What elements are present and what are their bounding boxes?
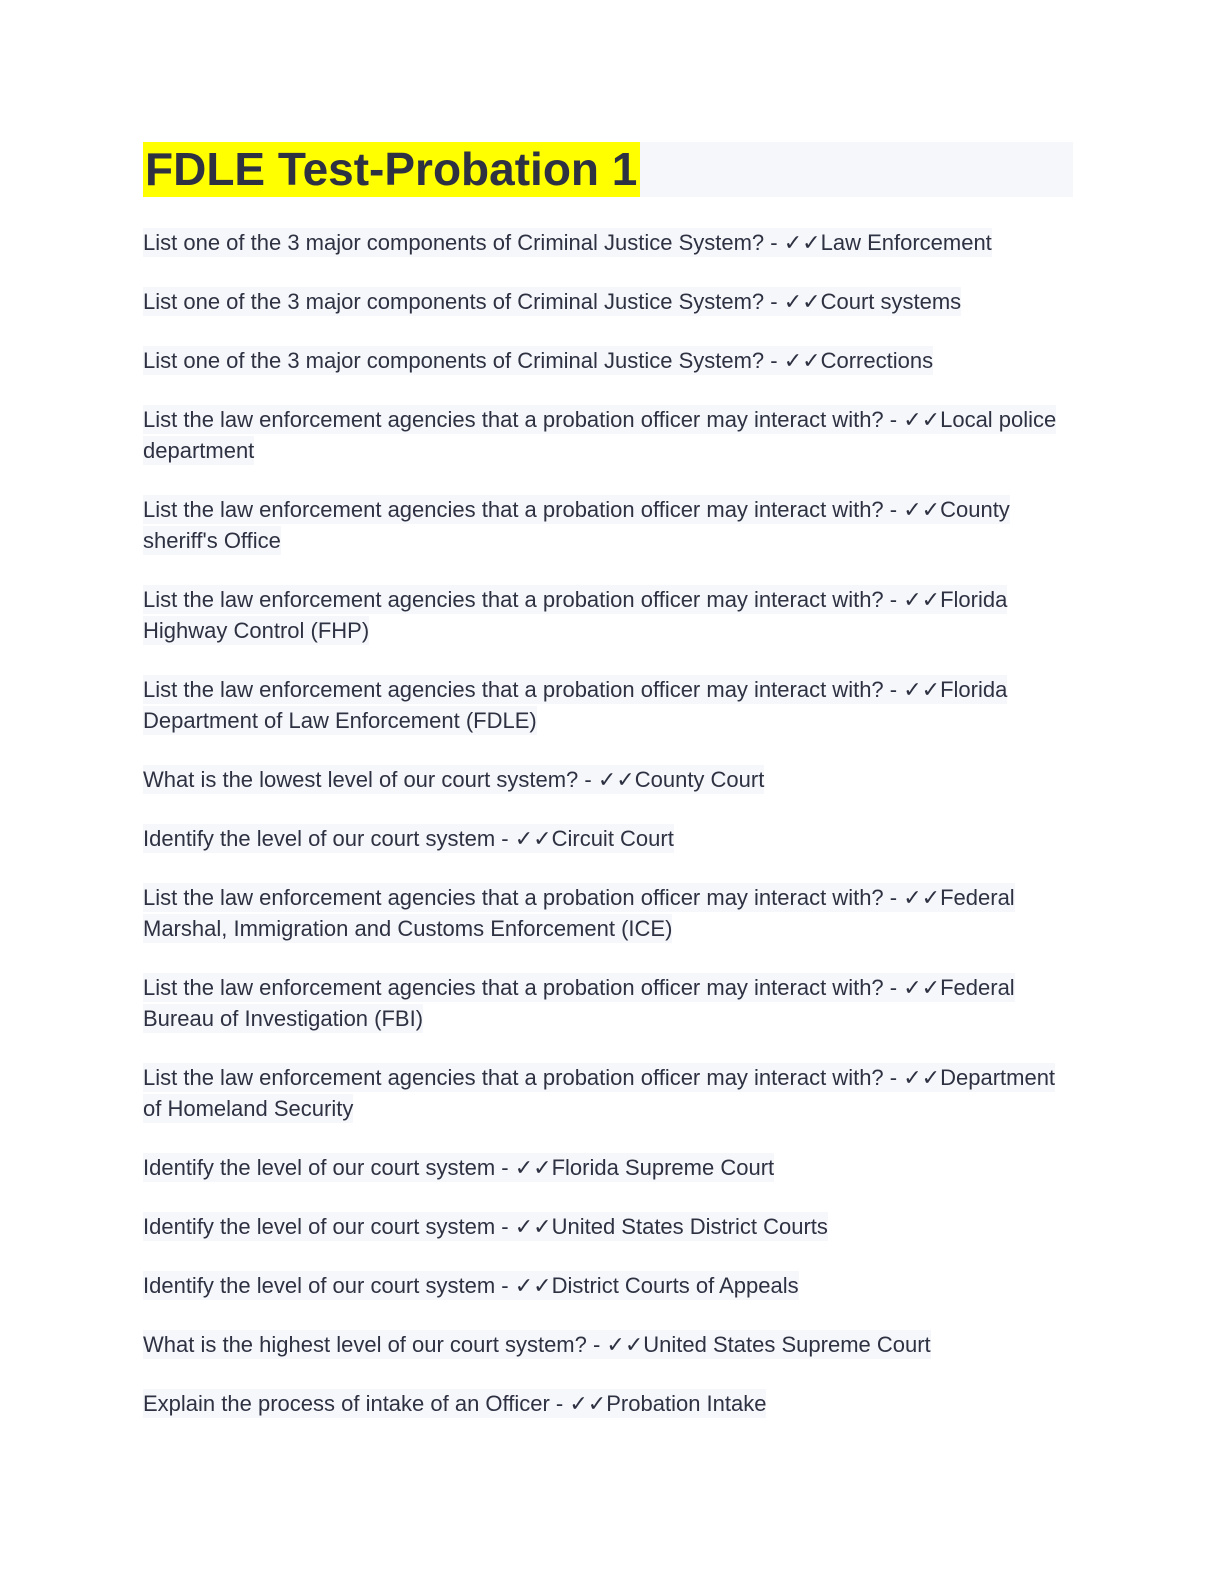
question-text: List the law enforcement agencies that a probation officer may interact with? -: [143, 587, 904, 612]
qa-item: [143, 972, 1073, 1034]
qa-highlight: [143, 973, 1015, 1033]
qa-highlight: [143, 1212, 828, 1241]
qa-item: [143, 404, 1073, 466]
question-text: Identify the level of our court system -: [143, 826, 515, 851]
question-text: Identify the level of our court system -: [143, 1214, 515, 1239]
document-page: [143, 142, 1073, 1447]
qa-highlight: [143, 346, 933, 375]
double-check-icon: ✓✓: [903, 885, 941, 910]
question-text: List one of the 3 major components of Criminal Justice System? -: [143, 230, 784, 255]
answer-text: Department of Homeland Security: [143, 1065, 1056, 1121]
answer-text: United States Supreme Court: [643, 1332, 931, 1357]
question-text: List the law enforcement agencies that a probation officer may interact with? -: [143, 885, 904, 910]
double-check-icon: ✓✓: [514, 1155, 552, 1180]
double-check-icon: ✓✓: [783, 289, 821, 314]
qa-highlight: [143, 585, 1007, 645]
qa-item: [143, 1329, 1073, 1360]
qa-highlight: [143, 1389, 766, 1418]
qa-item: [143, 882, 1073, 944]
answer-text: Florida Department of Law Enforcement (FDLE): [143, 677, 1008, 733]
qa-item: [143, 1388, 1073, 1419]
double-check-icon: ✓✓: [514, 826, 552, 851]
answer-text: Circuit Court: [551, 826, 674, 851]
question-text: List the law enforcement agencies that a probation officer may interact with? -: [143, 497, 904, 522]
answer-text: Federal Bureau of Investigation (FBI): [143, 975, 1015, 1031]
answer-text: Law Enforcement: [820, 230, 992, 255]
double-check-icon: ✓✓: [783, 230, 821, 255]
answer-text: Local police department: [143, 407, 1057, 463]
qa-highlight: [143, 405, 1056, 465]
qa-highlight: [143, 765, 764, 794]
double-check-icon: ✓✓: [903, 975, 941, 1000]
qa-item: [143, 1270, 1073, 1301]
answer-text: United States District Courts: [551, 1214, 828, 1239]
double-check-icon: ✓✓: [903, 587, 941, 612]
question-text: Explain the process of intake of an Officer -: [143, 1391, 570, 1416]
double-check-icon: ✓✓: [903, 677, 941, 702]
qa-item: [143, 823, 1073, 854]
question-text: Identify the level of our court system -: [143, 1273, 515, 1298]
question-text: Identify the level of our court system -: [143, 1155, 515, 1180]
qa-highlight: [143, 824, 674, 853]
double-check-icon: ✓✓: [903, 407, 941, 432]
double-check-icon: ✓✓: [597, 767, 635, 792]
answer-text: District Courts of Appeals: [551, 1273, 799, 1298]
answer-text: Corrections: [820, 348, 934, 373]
question-text: What is the highest level of our court system? -: [143, 1332, 607, 1357]
double-check-icon: ✓✓: [569, 1391, 607, 1416]
answer-text: County Court: [634, 767, 765, 792]
double-check-icon: ✓✓: [903, 497, 941, 522]
answer-text: Federal Marshal, Immigration and Customs Enforcement (ICE): [143, 885, 1015, 941]
qa-highlight: [143, 495, 1010, 555]
question-text: List the law enforcement agencies that a probation officer may interact with? -: [143, 677, 904, 702]
qa-highlight: [143, 675, 1007, 735]
qa-item: [143, 1211, 1073, 1242]
question-text: List the law enforcement agencies that a probation officer may interact with? -: [143, 975, 904, 1000]
qa-item: [143, 674, 1073, 736]
question-text: List the law enforcement agencies that a probation officer may interact with? -: [143, 407, 904, 432]
document-title: FDLE Test-Probation 1: [143, 142, 640, 197]
qa-item: [143, 584, 1073, 646]
answer-text: Court systems: [820, 289, 962, 314]
double-check-icon: ✓✓: [903, 1065, 941, 1090]
qa-highlight: [143, 883, 1015, 943]
qa-list: [143, 227, 1073, 1419]
qa-highlight: [143, 1271, 799, 1300]
qa-highlight: [143, 1063, 1055, 1123]
qa-item: [143, 494, 1073, 556]
qa-highlight: [143, 1330, 931, 1359]
qa-highlight: [143, 1153, 774, 1182]
double-check-icon: ✓✓: [783, 348, 821, 373]
question-text: What is the lowest level of our court system? -: [143, 767, 598, 792]
qa-highlight: [143, 287, 961, 316]
qa-item: [143, 345, 1073, 376]
qa-highlight: [143, 228, 992, 257]
answer-text: Florida Highway Control (FHP): [143, 587, 1008, 643]
title-block: [143, 142, 1073, 197]
qa-item: [143, 1062, 1073, 1124]
double-check-icon: ✓✓: [514, 1273, 552, 1298]
question-text: List one of the 3 major components of Criminal Justice System? -: [143, 348, 784, 373]
double-check-icon: ✓✓: [606, 1332, 644, 1357]
question-text: List the law enforcement agencies that a probation officer may interact with? -: [143, 1065, 904, 1090]
double-check-icon: ✓✓: [514, 1214, 552, 1239]
qa-item: [143, 764, 1073, 795]
answer-text: County sheriff's Office: [143, 497, 1010, 553]
question-text: List one of the 3 major components of Criminal Justice System? -: [143, 289, 784, 314]
qa-item: [143, 286, 1073, 317]
answer-text: Florida Supreme Court: [551, 1155, 775, 1180]
qa-item: [143, 227, 1073, 258]
answer-text: Probation Intake: [606, 1391, 767, 1416]
qa-item: [143, 1152, 1073, 1183]
